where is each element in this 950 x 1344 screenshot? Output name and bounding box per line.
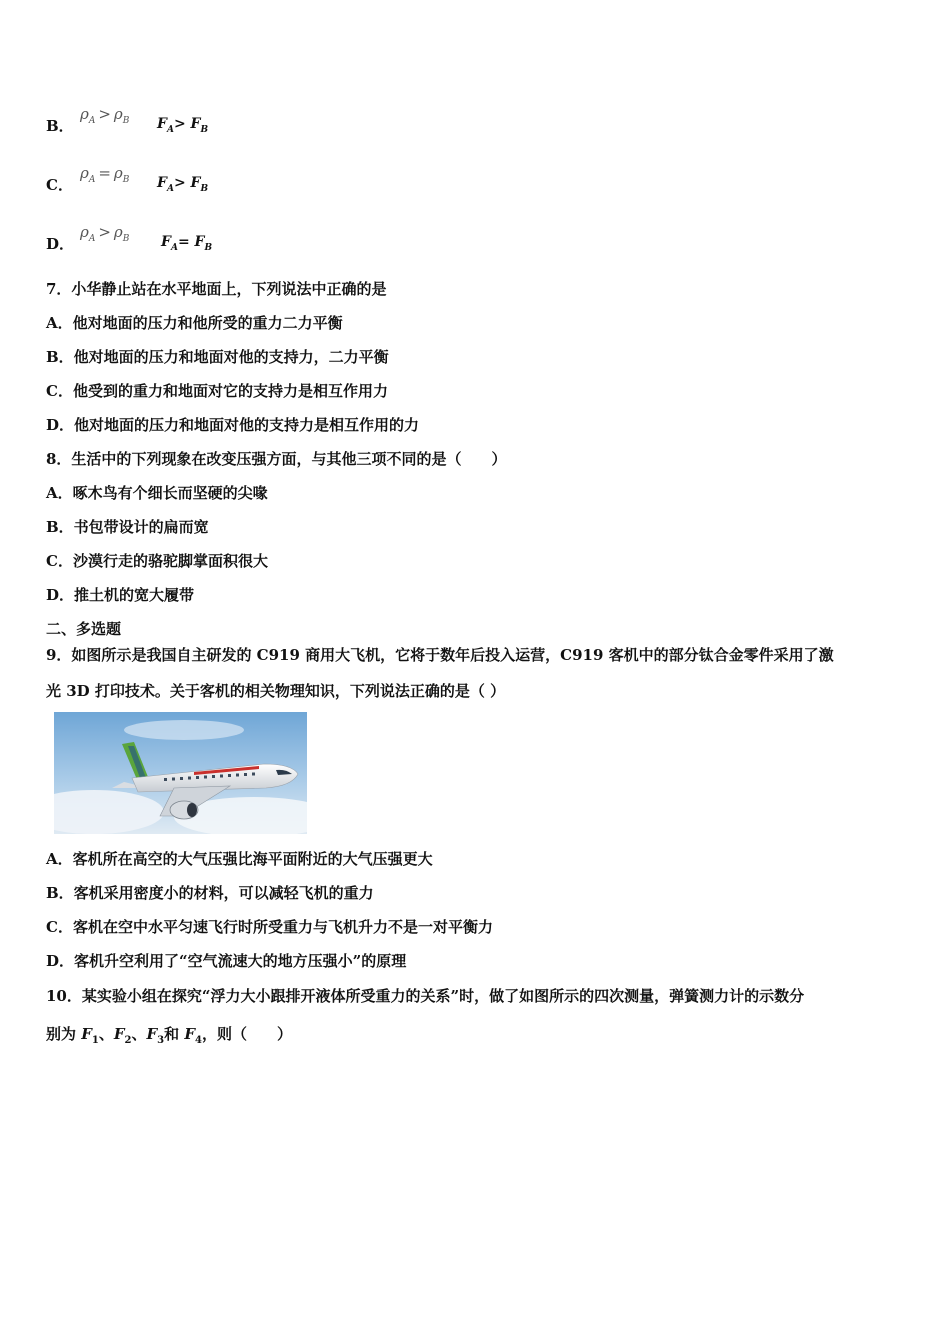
option-label: B． xyxy=(46,117,74,135)
q9-option-a: A．客机所在高空的大气压强比海平面附近的大气压强更大 xyxy=(46,850,433,868)
q7-option-c: C．他受到的重力和地面对它的支持力是相互作用力 xyxy=(46,382,388,400)
q7-stem: 7．小华静止站在水平地面上，下列说法中正确的是 xyxy=(46,280,387,298)
option-label: C． xyxy=(46,176,73,194)
q9-option-d: D．客机升空利用了“空气流速大的地方压强小”的原理 xyxy=(46,952,407,970)
force-relation: $F_A> F_B$ xyxy=(157,175,209,194)
q10-stem-line2: 别为 $F_1$、$F_2$、$F_3$和 $F_4$，则（ ） xyxy=(46,1025,293,1046)
airplane-illustration xyxy=(54,712,307,834)
q9-option-b: B．客机采用密度小的材料，可以减轻飞机的重力 xyxy=(46,884,374,902)
q9-option-c: C．客机在空中水平匀速飞行时所受重力与飞机升力不是一对平衡力 xyxy=(46,918,493,936)
force-relation: $F_A= F_B$ xyxy=(161,234,213,253)
q7-option-d: D．他对地面的压力和地面对他的支持力是相互作用的力 xyxy=(46,416,420,434)
q9-stem-line1: 9．如图所示是我国自主研发的 C919 商用大飞机，它将于数年后投入运营，C919 客机中的部分钛合金零件采用了激 xyxy=(46,646,834,664)
q8-option-b: B．书包带设计的扁而宽 xyxy=(46,518,209,536)
c919-airplane-image xyxy=(54,712,307,834)
q8-option-c: C．沙漠行走的骆驼脚掌面积很大 xyxy=(46,552,268,570)
density-relation: $\rho_A > \rho_B$ xyxy=(80,223,130,244)
density-relation: $\rho_A > \rho_B$ xyxy=(80,105,130,126)
q10-stem-line1: 10．某实验小组在探究“浮力大小跟排开液体所受重力的关系”时，做了如图所示的四次测量，弹簧测力计的示数分 xyxy=(46,987,805,1005)
section-title: 二、多选题 xyxy=(46,620,122,638)
q7-option-a: A．他对地面的压力和他所受的重力二力平衡 xyxy=(46,314,343,332)
force-relation: $F_A> F_B$ xyxy=(157,116,209,135)
q7-option-b: B．他对地面的压力和地面对他的支持力，二力平衡 xyxy=(46,348,389,366)
q9-stem-line2: 光 3D 打印技术。关于客机的相关物理知识，下列说法正确的是（ ） xyxy=(46,682,506,700)
option-label: D． xyxy=(46,235,75,253)
q8-option-d: D．推土机的宽大履带 xyxy=(46,586,195,604)
q8-stem: 8．生活中的下列现象在改变压强方面，与其他三项不同的是（ ） xyxy=(46,450,507,468)
q8-option-a: A．啄木鸟有个细长而坚硬的尖喙 xyxy=(46,484,268,502)
density-relation: $\rho_A = \rho_B$ xyxy=(80,164,130,185)
